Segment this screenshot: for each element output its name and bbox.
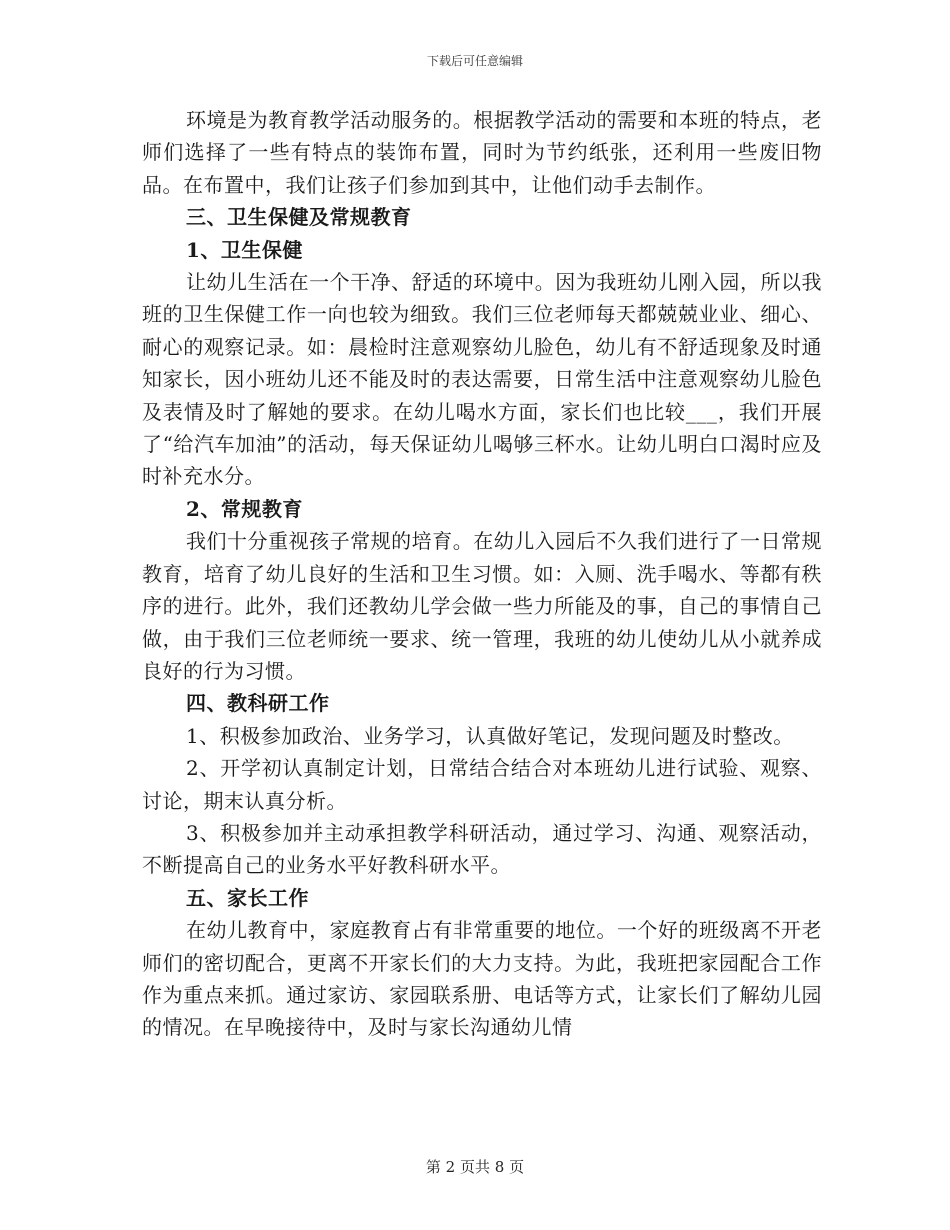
paragraph-parents: 在幼儿教育中，家庭教育占有非常重要的地位。一个好的班级离不开老师们的密切配合，更离不开家长们的大力支持。为此，我班把家园配合工作作为重点来抓。通过家访、家园联系册、电话等方式，让家长们了解幼儿园的情况。在早晚接待中，及时与家长沟通幼儿情	[142, 918, 822, 1040]
paragraph-hygiene: 让幼儿生活在一个干净、舒适的环境中。因为我班幼儿刚入园，所以我班的卫生保健工作一向也较为细致。我们三位老师每天都兢兢业业、细心、耐心的观察记录。如：晨检时注意观察幼儿脸色，幼儿有不舒适现象及时通知家长，因小班幼儿还不能及时的表达需要，日常生活中注意观察幼儿脸色及表情及时了解她的要求。在幼儿喝水方面，家长们也比较___，我们开展了“给汽车加油”的活动，每天保证幼儿喝够三杯水。让幼儿明白口渴时应及时补充水分。	[142, 270, 822, 489]
list-item-research-1: 1、积极参加政治、业务学习，认真做好笔记，发现问题及时整改。	[186, 723, 794, 748]
paragraph-environment: 环境是为教育教学活动服务的。根据教学活动的需要和本班的特点，老师们选择了一些有特点的装饰布置，同时为节约纸张，还利用一些废旧物品。在布置中，我们让孩子们参加到其中，让他们动手去制作。	[142, 108, 822, 197]
paragraph-routine: 我们十分重视孩子常规的培育。在幼儿入园后不久我们进行了一日常规教育，培育了幼儿良好的生活和卫生习惯。如：入厕、洗手喝水、等都有秩序的进行。此外，我们还教幼儿学会做一些力所能及的事，自己的事情自己做，由于我们三位老师统一要求、统一管理，我班的幼儿使幼儿从小就养成良好的行为习惯。	[142, 529, 822, 683]
document-body	[142, 104, 822, 1044]
page-header-note: 下载后可任意编辑	[426, 54, 523, 68]
page-number-footer: 第 2 页共 8 页	[425, 1158, 525, 1176]
list-item-research-3: 3、积极参加并主动承担教学科研活动，通过学习、沟通、观察活动，不断提高自己的业务水平好教科研水平。	[142, 820, 822, 878]
section-heading-parents: 五、家长工作	[186, 885, 309, 910]
section-heading-hygiene-routine: 三、卫生保健及常规教育	[186, 205, 412, 230]
list-item-research-2: 2、开学初认真制定计划，日常结合结合对本班幼儿进行试验、观察、讨论，期末认真分析。	[142, 756, 822, 813]
subsection-heading-routine: 2、常规教育	[186, 496, 303, 521]
section-heading-research: 四、教科研工作	[186, 691, 330, 716]
subsection-heading-hygiene: 1、卫生保健	[186, 237, 303, 262]
